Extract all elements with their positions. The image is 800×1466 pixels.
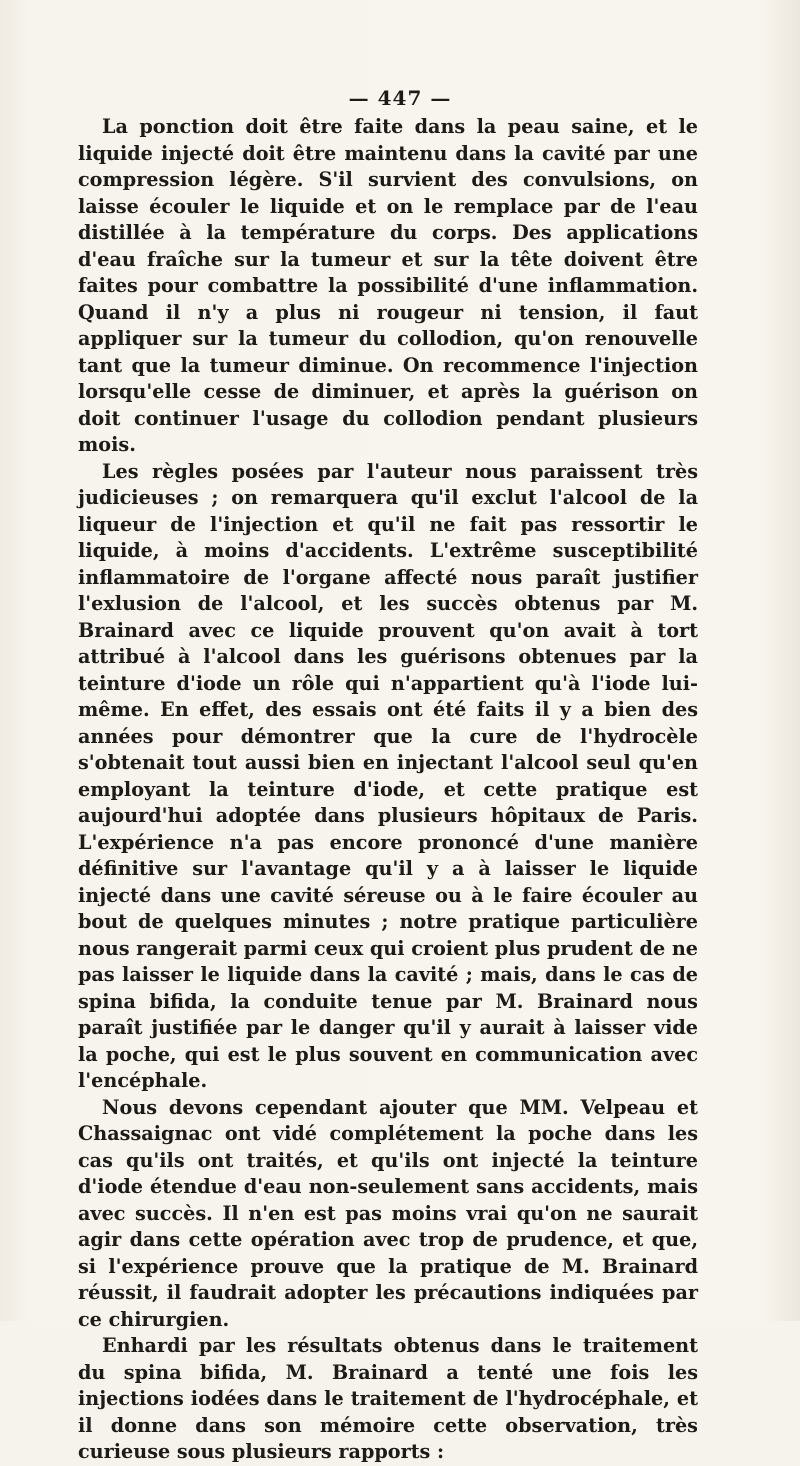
paragraph: Enhardi par les résultats obtenus dans le traitement du spina bifida, M. Brainard a tenté une fois les injections iodées dans le traitement de l'hydrocéphale, et il donne dans son mémoire cette observation, très curieuse sous plusieurs rapports : [78,1334,698,1463]
paragraph: La ponction doit être faite dans la peau saine, et le liquide injecté doit être maintenu dans la cavité par une compression légère. S'il survient des convulsions, on laisse écouler le liquide et on le remplace par de l'eau distillée à la température du corps. Des applications d'eau fraîche sur la tumeur et sur la tête doivent être faites pour combattre la possibilité d'une inflammation. Quand il n'y a plus ni rougeur ni tension, il faut appliquer sur la tumeur du collodion, qu'on renouvelle tant que la tumeur diminue. On recommence l'injection lorsqu'elle cesse de diminuer, et après la guérison on doit continuer l'usage du collodion pendant plusieurs mois. [78,115,698,456]
paragraph: Les règles posées par l'auteur nous paraissent très judicieuses ; on remarquera qu'il exclut l'alcool de la liqueur de l'injection et qu'il ne fait pas ressortir le liquide, à moins d'accidents. L'extrême susceptibilité inflammatoire de l'organe affecté nous paraît justifier l'exlusion de l'alcool, et les succès obtenus par M. Brainard avec ce liquide prouvent qu'on avait à tort attribué à l'alcool dans les guérisons obtenues par la teinture d'iode un rôle qui n'appartient qu'à l'iode lui-même. En effet, des essais ont été faits il y a bien des années pour démontrer que la cure de l'hydrocèle s'obtenait tout aussi bien en injectant l'alcool seul qu'en employant la teinture d'iode, et cette pratique est aujourd'hui adoptée dans plusieurs hôpitaux de Paris. L'expérience n'a pas encore prononcé d'une manière définitive sur l'avantage qu'il y a à laisser le liquide injecté dans une cavité séreuse ou à le faire écouler au bout de quelques minutes ; notre pratique particulière nous rangerait parmi ceux qui croient plus prudent de ne pas laisser le liquide dans la cavité ; mais, dans le cas de spina bifida, la conduite tenue par M. Brainard nous paraît justifiée par le danger qu'il y aurait à laisser vide la poche, qui est le plus souvent en communication avec l'encéphale. [78,459,698,1092]
page-number: — 447 — [348,86,452,110]
paragraph: Nous devons cependant ajouter que MM. Velpeau et Chassaignac ont vidé complétement la poche dans les cas qu'ils ont traités, et qu'ils ont injecté la teinture d'iode étendue d'eau non-seulement sans accidents, mais avec succès. Il n'en est pas moins vrai qu'on ne saurait agir dans cette opération avec trop de prudence, et que, si l'expérience prouve que la pratique de M. Brainard réussit, il faudrait adopter les précautions indiquées par ce chirurgien. [78,1095,698,1331]
body-text [78,114,698,1466]
